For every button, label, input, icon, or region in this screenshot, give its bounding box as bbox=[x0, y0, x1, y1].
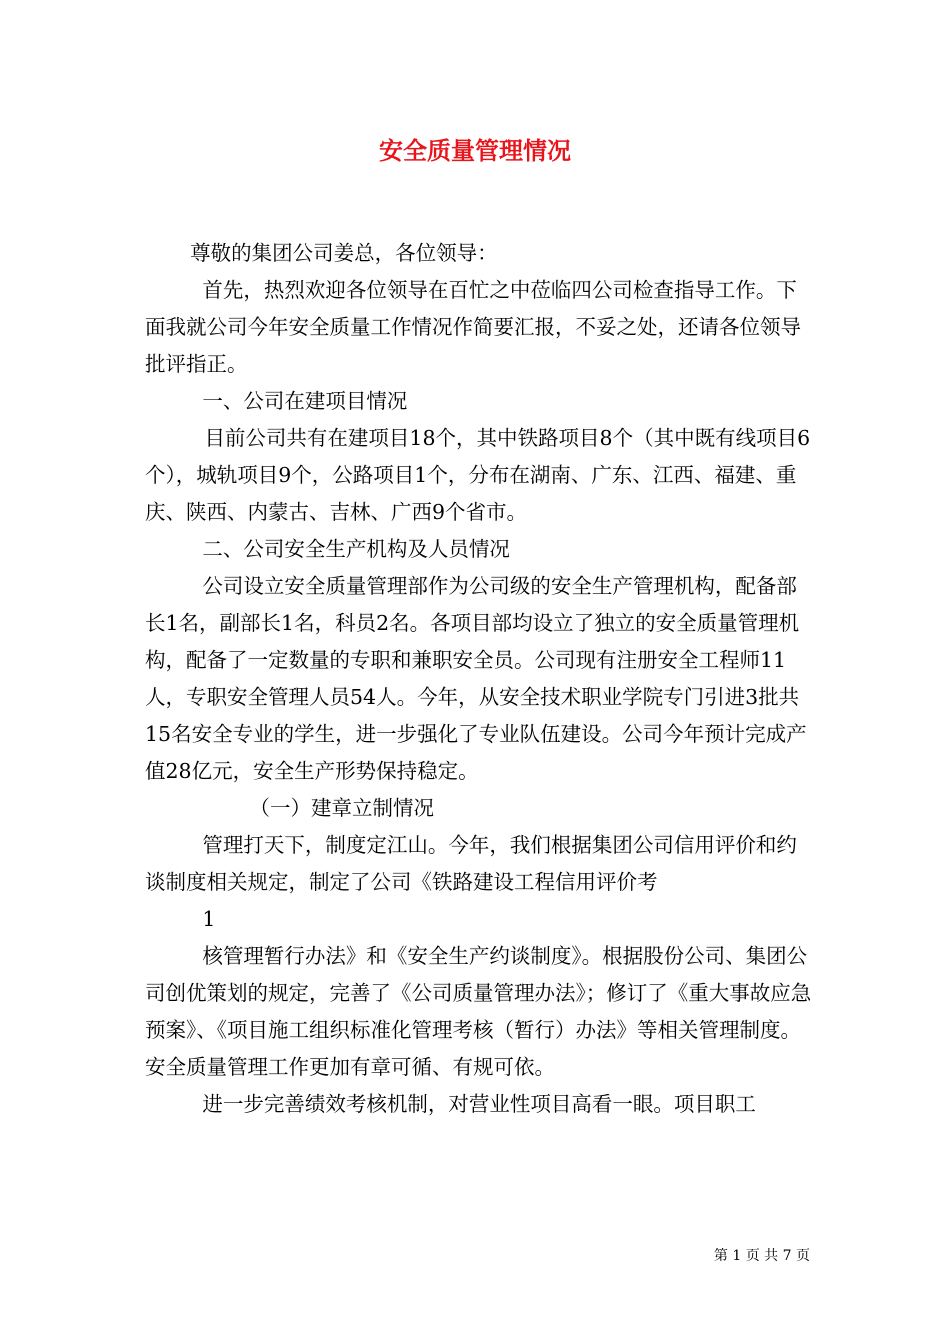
page-footer: 第 1 页 共 7 页 bbox=[713, 1248, 810, 1264]
paragraph-welcome: 首先，热烈欢迎各位领导在百忙之中莅临四公司检查指导工作。下面我就公司今年安全质量工作情况作简要汇报，不妥之处，还请各位领导批评指正。 bbox=[145, 278, 801, 376]
inline-page-number: 1 bbox=[202, 907, 216, 931]
salutation: 尊敬的集团公司姜总，各位领导： bbox=[190, 241, 498, 265]
paragraph-performance: 进一步完善绩效考核机制，对营业性项目高看一眼。项目职工 bbox=[202, 1092, 756, 1116]
paragraph-organization: 公司设立安全质量管理部作为公司级的安全生产管理机构，配备部长1名，副部长1名，科员2名。各项目部均设立了独立的安全质量管理机构，配备了一定数量的专职和兼职安全员。公司现有注册安全工程师11人，专职安全管理人员54人。今年，从安全技术职业学院专门引进3批共15名安全专业的学生，进一步强化了专业队伍建设。公司今年预计完成产值28亿元，安全生产形势保持稳定。 bbox=[145, 574, 807, 783]
subsection-heading-rules: （一）建章立制情况 bbox=[249, 796, 435, 820]
document-body bbox=[145, 235, 813, 1123]
paragraph-projects: 目前公司共有在建项目18个，其中铁路项目8个（其中既有线项目6个），城轨项目9个，公路项目1个，分布在湖南、广东、江西、福建、重庆、陕西、内蒙古、吉林、广西9个省市。 bbox=[145, 426, 811, 524]
section-heading-projects: 一、公司在建项目情况 bbox=[202, 389, 408, 413]
section-heading-organization: 二、公司安全生产机构及人员情况 bbox=[202, 537, 510, 561]
paragraph-rules: 管理打天下，制度定江山。今年，我们根据集团公司信用评价和约谈制度相关规定，制定了公司《铁路建设工程信用评价考 bbox=[145, 833, 797, 894]
page-title: 安全质量管理情况 bbox=[379, 136, 571, 165]
paragraph-rules-continued: 核管理暂行办法》和《安全生产约谈制度》。根据股份公司、集团公司创优策划的规定，完善了《公司质量管理办法》；修订了《重大事故应急预案》、《项目施工组织标准化管理考核（暂行）办法》等相关管理制度。安全质量管理工作更加有章可循、有规可依。 bbox=[145, 944, 812, 1079]
